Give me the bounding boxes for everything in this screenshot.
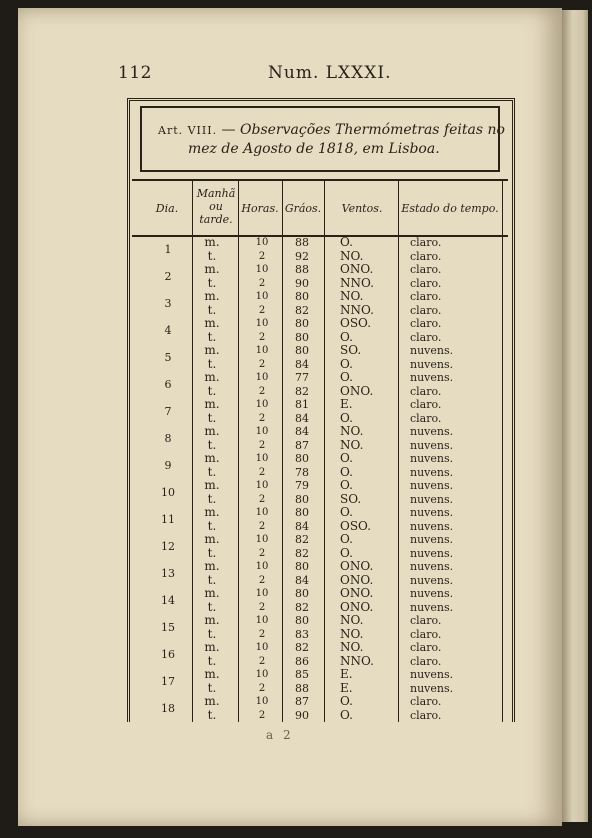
weather-cell: nuvens. <box>410 425 454 438</box>
wind-cell: NNO. <box>340 653 374 668</box>
degrees-cell: 81 <box>295 398 309 411</box>
header-top-rule <box>132 179 508 181</box>
weather-cell: claro. <box>410 398 442 411</box>
degrees-cell: 92 <box>295 249 309 263</box>
wind-cell: SO. <box>340 491 362 506</box>
wind-cell: OSO. <box>340 316 372 330</box>
time-of-day-cell: t. <box>207 599 217 614</box>
time-of-day-cell: m. <box>204 235 220 249</box>
weather-cell: nuvens. <box>410 600 454 614</box>
weather-cell: nuvens. <box>410 465 454 479</box>
hour-cell: 2 <box>258 385 266 397</box>
degrees-cell: 82 <box>295 303 309 317</box>
signature-mark: a 2 <box>266 728 294 742</box>
degrees-cell: 82 <box>295 641 309 654</box>
day-cell: 11 <box>161 513 175 527</box>
time-of-day-cell: t. <box>207 248 217 263</box>
wind-cell: NO. <box>340 424 364 438</box>
wind-cell: ONO. <box>340 572 374 587</box>
hour-cell: 10 <box>255 696 269 707</box>
degrees-cell: 80 <box>295 587 309 600</box>
time-of-day-cell: t. <box>207 518 217 533</box>
degrees-cell: 88 <box>295 236 309 249</box>
weather-cell: claro. <box>410 627 442 641</box>
day-cell: 10 <box>161 486 175 500</box>
wind-cell: NO. <box>340 248 364 263</box>
time-of-day-cell: t. <box>207 626 217 641</box>
weather-cell: claro. <box>410 263 442 276</box>
day-cell: 4 <box>164 324 172 338</box>
degrees-cell: 86 <box>295 654 309 668</box>
weather-cell: nuvens. <box>410 560 454 573</box>
hour-cell: 2 <box>258 439 266 451</box>
weather-cell: claro. <box>410 330 442 344</box>
time-of-day-cell: m. <box>204 451 220 465</box>
degrees-cell: 83 <box>295 627 309 641</box>
weather-cell: nuvens. <box>410 506 454 519</box>
degrees-cell: 90 <box>295 708 309 722</box>
hour-cell: 10 <box>255 237 269 248</box>
day-cell: 12 <box>161 540 175 554</box>
hour-cell: 2 <box>258 466 266 478</box>
hour-cell: 10 <box>255 642 269 653</box>
hour-cell: 10 <box>255 507 269 518</box>
degrees-cell: 80 <box>295 492 309 506</box>
time-of-day-cell: m. <box>204 613 220 627</box>
degrees-cell: 82 <box>295 384 309 398</box>
weather-cell: nuvens. <box>410 546 454 560</box>
day-cell: 3 <box>164 297 172 311</box>
day-cell: 8 <box>164 432 172 446</box>
column-divider <box>502 180 503 722</box>
degrees-cell: 82 <box>295 546 309 560</box>
time-of-day-cell: t. <box>207 707 217 722</box>
degrees-cell: 80 <box>295 452 309 465</box>
time-of-day-cell: t. <box>207 383 217 398</box>
day-cell: 5 <box>164 351 172 365</box>
weather-cell: nuvens. <box>410 452 454 465</box>
day-cell: 1 <box>164 243 172 257</box>
hour-cell: 2 <box>258 304 266 316</box>
degrees-cell: 80 <box>295 317 309 330</box>
weather-cell: nuvens. <box>410 533 454 546</box>
time-of-day-cell: t. <box>207 545 217 560</box>
time-of-day-cell: t. <box>207 572 217 587</box>
time-of-day-cell: m. <box>204 370 220 384</box>
weather-cell: claro. <box>410 317 442 330</box>
time-of-day-cell: m. <box>204 343 220 357</box>
hour-cell: 2 <box>258 628 266 640</box>
time-of-day-cell: m. <box>204 289 220 303</box>
degrees-cell: 87 <box>295 438 309 452</box>
weather-cell: claro. <box>410 708 442 722</box>
wind-cell: O. <box>340 707 353 722</box>
header-tarde: tarde. <box>199 213 233 226</box>
wind-cell: NO. <box>340 613 364 627</box>
time-of-day-cell: t. <box>207 437 217 452</box>
header-horas: Horas. <box>241 202 279 215</box>
weather-cell: nuvens. <box>410 519 454 533</box>
time-of-day-cell: m. <box>204 667 220 681</box>
weather-cell: nuvens. <box>410 357 454 371</box>
time-of-day-cell: t. <box>207 653 217 668</box>
hour-cell: 2 <box>258 358 266 370</box>
wind-cell: NO. <box>340 437 364 452</box>
hour-cell: 10 <box>255 426 269 437</box>
degrees-cell: 84 <box>295 573 309 587</box>
degrees-cell: 85 <box>295 668 309 681</box>
weather-cell: claro. <box>410 384 442 398</box>
wind-cell: O. <box>340 356 353 371</box>
time-of-day-cell: t. <box>207 356 217 371</box>
time-of-day-cell: m. <box>204 505 220 519</box>
wind-cell: O. <box>340 532 353 546</box>
hour-cell: 10 <box>255 480 269 491</box>
degrees-cell: 88 <box>295 263 309 276</box>
weather-cell: claro. <box>410 411 442 425</box>
wind-cell: E. <box>340 667 353 681</box>
day-cell: 14 <box>161 594 175 608</box>
hour-cell: 2 <box>258 277 266 289</box>
wind-cell: NO. <box>340 289 364 303</box>
hour-cell: 10 <box>255 453 269 464</box>
caption-title-part-1: Observações Thermómetras feitas no <box>240 122 505 138</box>
hour-cell: 2 <box>258 709 266 721</box>
time-of-day-cell: m. <box>204 559 220 573</box>
time-of-day-cell: m. <box>204 262 220 276</box>
caption-line-2 <box>188 141 440 157</box>
page-number: 112 <box>118 63 152 83</box>
wind-cell: O. <box>340 329 353 344</box>
day-cell: 9 <box>164 459 172 473</box>
column-divider <box>324 180 325 722</box>
degrees-cell: 79 <box>295 479 309 492</box>
hour-cell: 2 <box>258 250 266 262</box>
degrees-cell: 80 <box>295 506 309 519</box>
time-of-day-cell: t. <box>207 275 217 290</box>
hour-cell: 10 <box>255 669 269 680</box>
weather-cell: nuvens. <box>410 668 454 681</box>
wind-cell: OSO. <box>340 518 372 533</box>
wind-cell: O. <box>340 410 353 425</box>
degrees-cell: 87 <box>295 695 309 708</box>
degrees-cell: 77 <box>295 371 309 384</box>
weather-cell: claro. <box>410 614 442 627</box>
wind-cell: ONO. <box>340 586 374 600</box>
degrees-cell: 84 <box>295 519 309 533</box>
time-of-day-cell: t. <box>207 410 217 425</box>
hour-cell: 10 <box>255 318 269 329</box>
wind-cell: SO. <box>340 343 362 357</box>
hour-cell: 2 <box>258 331 266 343</box>
column-divider <box>398 180 399 722</box>
column-divider <box>238 180 239 722</box>
degrees-cell: 90 <box>295 276 309 290</box>
degrees-cell: 82 <box>295 533 309 546</box>
hour-cell: 10 <box>255 561 269 572</box>
wind-cell: NNO. <box>340 275 374 290</box>
column-divider <box>282 180 283 722</box>
hour-cell: 10 <box>255 615 269 626</box>
hour-cell: 10 <box>255 399 269 410</box>
wind-cell: NO. <box>340 626 364 641</box>
time-of-day-cell: t. <box>207 464 217 479</box>
article-label: Art. VIII. <box>158 124 218 137</box>
header-ventos: Ventos. <box>341 202 383 215</box>
time-of-day-cell: m. <box>204 316 220 330</box>
hour-cell: 2 <box>258 547 266 559</box>
caption-dash: — <box>217 122 240 138</box>
weather-cell: claro. <box>410 303 442 317</box>
day-cell: 6 <box>164 378 172 392</box>
day-cell: 17 <box>161 675 175 689</box>
wind-cell: E. <box>340 680 353 695</box>
weather-cell: claro. <box>410 290 442 303</box>
weather-cell: nuvens. <box>410 492 454 506</box>
hour-cell: 10 <box>255 264 269 275</box>
degrees-cell: 80 <box>295 560 309 573</box>
weather-cell: claro. <box>410 236 442 249</box>
degrees-cell: 84 <box>295 425 309 438</box>
table-caption <box>140 106 505 172</box>
time-of-day-cell: m. <box>204 532 220 546</box>
day-cell: 7 <box>164 405 172 419</box>
time-of-day-cell: t. <box>207 302 217 317</box>
header-manha: Manhã <box>196 187 236 200</box>
weather-cell: claro. <box>410 654 442 668</box>
column-divider <box>192 180 193 722</box>
header-estado: Estado do tempo. <box>401 202 499 215</box>
wind-cell: O. <box>340 694 353 708</box>
wind-cell: O. <box>340 505 353 519</box>
hour-cell: 2 <box>258 601 266 613</box>
degrees-cell: 82 <box>295 600 309 614</box>
weather-cell: nuvens. <box>410 681 454 695</box>
wind-cell: NNO. <box>340 302 374 317</box>
time-of-day-cell: m. <box>204 397 220 411</box>
degrees-cell: 88 <box>295 681 309 695</box>
wind-cell: ONO. <box>340 559 374 573</box>
hour-cell: 2 <box>258 493 266 505</box>
hour-cell: 2 <box>258 412 266 424</box>
degrees-cell: 78 <box>295 465 309 479</box>
weather-cell: claro. <box>410 276 442 290</box>
hour-cell: 10 <box>255 291 269 302</box>
caption-line-1 <box>158 122 505 138</box>
degrees-cell: 80 <box>295 344 309 357</box>
weather-cell: nuvens. <box>410 438 454 452</box>
weather-cell: nuvens. <box>410 344 454 357</box>
adjacent-page-edge <box>562 10 588 822</box>
hour-cell: 10 <box>255 345 269 356</box>
wind-cell: O. <box>340 451 353 465</box>
time-of-day-cell: m. <box>204 478 220 492</box>
weather-cell: claro. <box>410 695 442 708</box>
degrees-cell: 80 <box>295 614 309 627</box>
hour-cell: 2 <box>258 574 266 586</box>
degrees-cell: 84 <box>295 411 309 425</box>
header-dia: Dia. <box>155 202 179 215</box>
wind-cell: O. <box>340 235 353 249</box>
wind-cell: ONO. <box>340 599 374 614</box>
time-of-day-cell: m. <box>204 694 220 708</box>
running-head: Num. LXXXI. <box>268 63 392 83</box>
wind-cell: NO. <box>340 640 364 654</box>
wind-cell: E. <box>340 397 353 411</box>
wind-cell: ONO. <box>340 383 374 398</box>
time-of-day-cell: t. <box>207 491 217 506</box>
hour-cell: 2 <box>258 520 266 532</box>
hour-cell: 10 <box>255 534 269 545</box>
day-cell: 16 <box>161 648 175 662</box>
wind-cell: O. <box>340 370 353 384</box>
wind-cell: O. <box>340 478 353 492</box>
hour-cell: 2 <box>258 655 266 667</box>
time-of-day-cell: m. <box>204 586 220 600</box>
degrees-cell: 84 <box>295 357 309 371</box>
header-graos: Gráos. <box>284 202 322 215</box>
hour-cell: 10 <box>255 588 269 599</box>
degrees-cell: 80 <box>295 330 309 344</box>
time-of-day-cell: t. <box>207 329 217 344</box>
header-ou: ou <box>209 200 223 213</box>
day-cell: 15 <box>161 621 175 635</box>
day-cell: 13 <box>161 567 175 581</box>
caption-title-part-2: mez de Agosto de 1818, em Lisboa. <box>188 141 440 157</box>
weather-cell: claro. <box>410 641 442 654</box>
time-of-day-cell: m. <box>204 640 220 654</box>
time-of-day-cell: t. <box>207 680 217 695</box>
weather-cell: nuvens. <box>410 371 454 384</box>
wind-cell: ONO. <box>340 262 374 276</box>
hour-cell: 2 <box>258 682 266 694</box>
wind-cell: O. <box>340 545 353 560</box>
day-cell: 2 <box>164 270 172 284</box>
wind-cell: O. <box>340 464 353 479</box>
weather-cell: nuvens. <box>410 587 454 600</box>
weather-cell: claro. <box>410 249 442 263</box>
degrees-cell: 80 <box>295 290 309 303</box>
weather-cell: nuvens. <box>410 479 454 492</box>
weather-cell: nuvens. <box>410 573 454 587</box>
day-cell: 18 <box>161 702 175 716</box>
hour-cell: 10 <box>255 372 269 383</box>
time-of-day-cell: m. <box>204 424 220 438</box>
